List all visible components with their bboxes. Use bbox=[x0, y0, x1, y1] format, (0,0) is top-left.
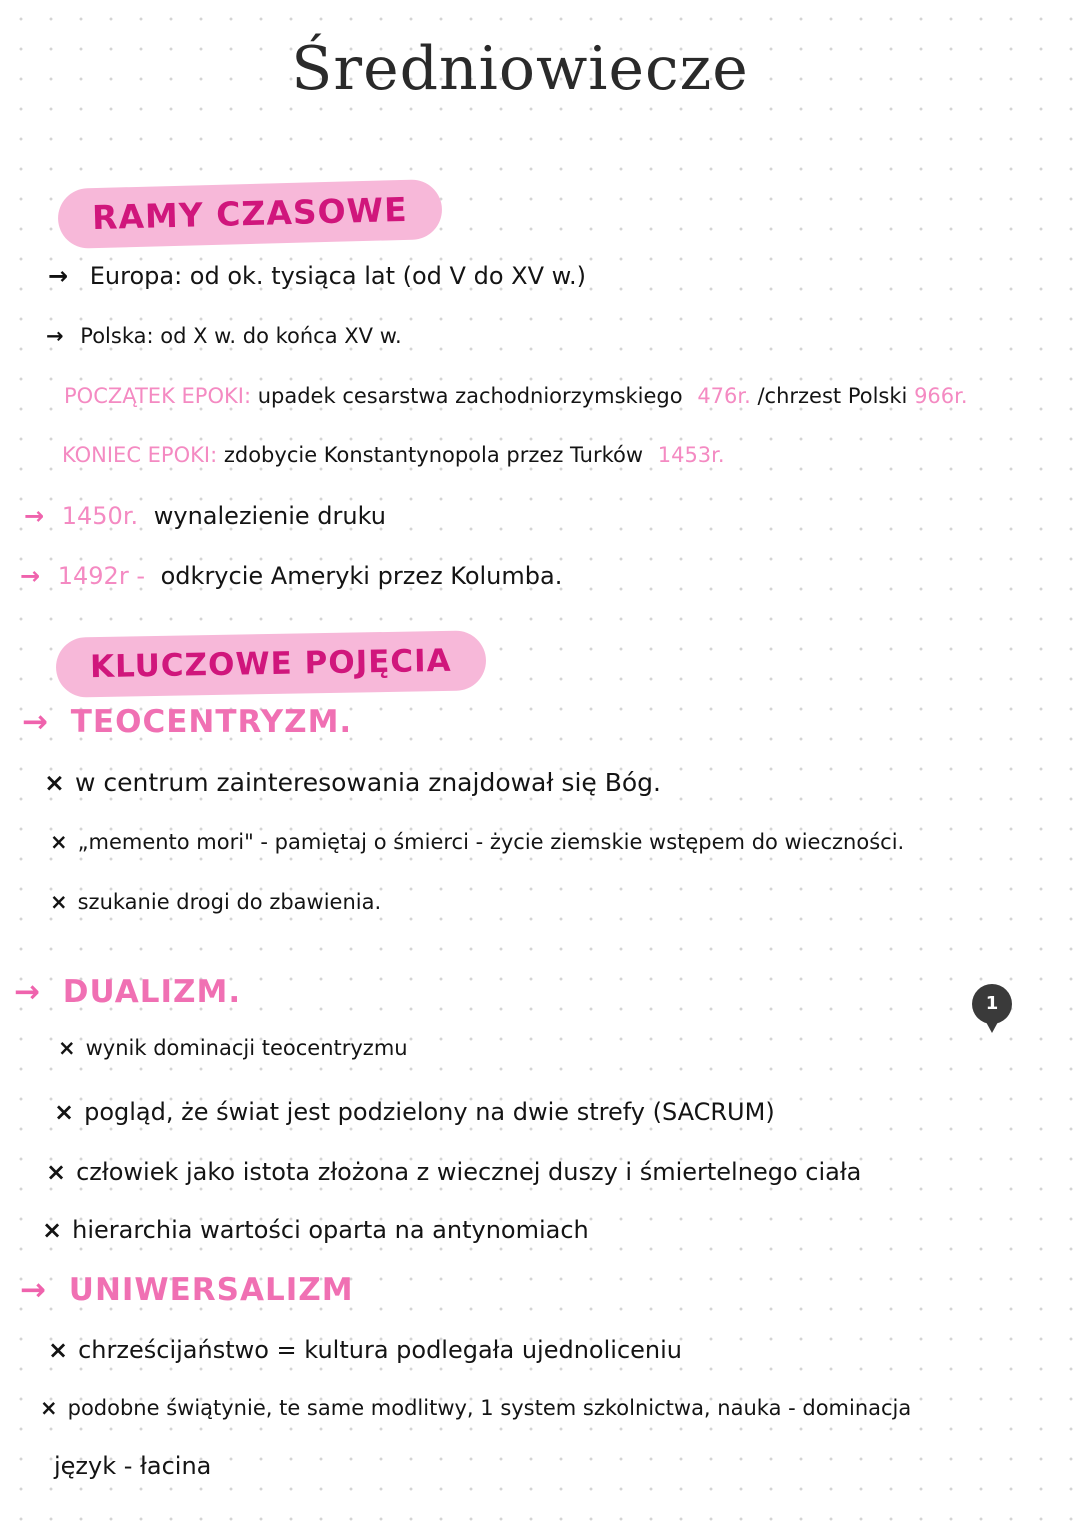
line-printing bbox=[24, 502, 386, 530]
list-item bbox=[48, 1336, 682, 1364]
date-1453: 1453r. bbox=[657, 443, 725, 467]
list-item bbox=[50, 890, 381, 914]
concept-universalism-title bbox=[20, 1272, 354, 1308]
arrow-icon: → bbox=[14, 974, 41, 1010]
list-item-continued: język - łacina bbox=[54, 1452, 212, 1480]
universalism-label: UNIWERSALIZM bbox=[68, 1272, 354, 1308]
text-europe: Europa: od ok. tysiąca lat (od V do XV w.) bbox=[89, 262, 587, 290]
page-title: Średniowiecze bbox=[291, 34, 749, 104]
list-item-text: „memento mori" - pamiętaj o śmierci - życie ziemskie wstępem do wieczności. bbox=[77, 830, 905, 854]
concept-dualism-title bbox=[14, 974, 241, 1010]
bullet-icon: × bbox=[50, 830, 68, 854]
label-epoch-start: POCZĄTEK EPOKI: bbox=[64, 384, 252, 408]
date-1450: 1450r. bbox=[61, 502, 139, 530]
bullet-icon: × bbox=[42, 1216, 63, 1244]
bullet-icon: × bbox=[46, 1158, 67, 1186]
text-epoch-end: zdobycie Konstantynopola przez Turków bbox=[223, 443, 644, 467]
date-966: 966r. bbox=[914, 384, 968, 408]
list-item bbox=[42, 1216, 589, 1244]
list-item-text: szukanie drogi do zbawienia. bbox=[77, 890, 382, 914]
bullet-icon: × bbox=[54, 1098, 75, 1126]
date-476: 476r. bbox=[697, 384, 751, 408]
label-epoch-end: KONIEC EPOKI: bbox=[62, 443, 218, 467]
date-1492: 1492r - bbox=[57, 562, 145, 590]
list-item bbox=[58, 1036, 408, 1060]
arrow-icon: → bbox=[46, 324, 64, 348]
text-america: odkrycie Ameryki przez Kolumba. bbox=[160, 562, 563, 590]
list-item-text: w centrum zainteresowania znajdował się Bóg. bbox=[74, 768, 661, 797]
list-item bbox=[40, 1396, 911, 1420]
list-item-text: człowiek jako istota złożona z wiecznej duszy i śmiertelnego ciała bbox=[76, 1158, 862, 1186]
arrow-icon: → bbox=[48, 262, 69, 290]
list-item bbox=[44, 768, 661, 797]
comment-badge[interactable]: 1 bbox=[972, 984, 1012, 1024]
list-item-text: hierarchia wartości oparta na antynomiach bbox=[72, 1216, 589, 1244]
section-heading-time-frame: RAMY CZASOWE bbox=[57, 179, 442, 249]
arrow-icon: → bbox=[20, 562, 41, 590]
theocentrism-label: TEOCENTRYZM. bbox=[70, 704, 353, 740]
bullet-icon: × bbox=[48, 1336, 69, 1364]
bullet-icon: × bbox=[40, 1396, 58, 1420]
text-epoch-start: upadek cesarstwa zachodniorzymskiego bbox=[257, 384, 683, 408]
line-america bbox=[20, 562, 562, 590]
line-epoch-end bbox=[62, 443, 725, 467]
dualism-label: DUALIZM. bbox=[62, 974, 242, 1010]
text-baptism: /chrzest Polski bbox=[757, 384, 908, 408]
list-item-text: podobne świątynie, te same modlitwy, 1 system szkolnictwa, nauka - dominacja bbox=[67, 1396, 912, 1420]
bullet-icon: × bbox=[44, 768, 65, 797]
line-poland bbox=[46, 324, 402, 348]
section-heading-key-concepts: KLUCZOWE POJĘCIA bbox=[56, 630, 487, 697]
concept-theocentrism-title bbox=[22, 704, 352, 740]
line-europe bbox=[48, 262, 586, 290]
text-printing: wynalezienie druku bbox=[153, 502, 386, 530]
list-item-text: chrześcijaństwo = kultura podlegała ujednoliceniu bbox=[78, 1336, 682, 1364]
arrow-icon: → bbox=[20, 1272, 47, 1308]
text-poland: Polska: od X w. do końca XV w. bbox=[80, 324, 402, 348]
arrow-icon: → bbox=[24, 502, 45, 530]
arrow-icon: → bbox=[22, 704, 49, 740]
line-epoch-start bbox=[64, 384, 968, 408]
bullet-icon: × bbox=[50, 890, 68, 914]
list-item-text: wynik dominacji teocentryzmu bbox=[85, 1036, 408, 1060]
list-item bbox=[46, 1158, 861, 1186]
list-item bbox=[54, 1098, 775, 1126]
list-item-text: pogląd, że świat jest podzielony na dwie strefy (SACRUM) bbox=[84, 1098, 775, 1126]
list-item bbox=[50, 830, 904, 854]
bullet-icon: × bbox=[58, 1036, 76, 1060]
